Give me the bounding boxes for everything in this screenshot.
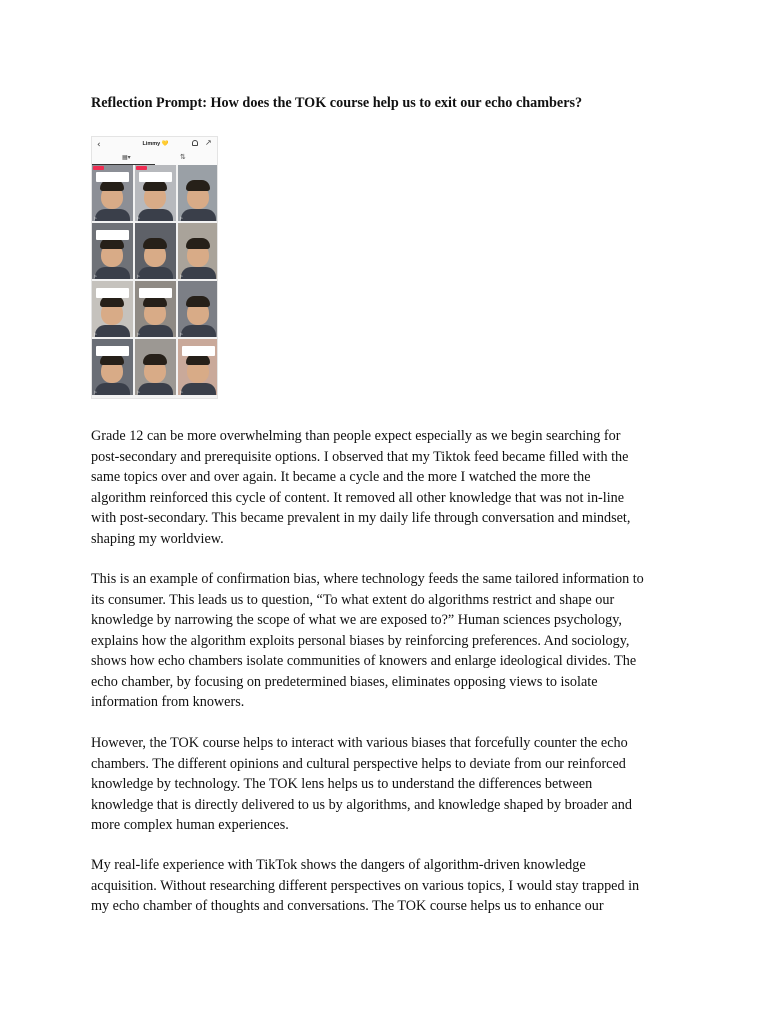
screenshot-header [92, 137, 218, 165]
paragraph-line: knowledge by narrowing the scope of what we are exposed to?” Human sciences psychology, [91, 612, 622, 628]
paragraph-line: My real-life experience with TikTok shows the dangers of algorithm-driven knowledge [91, 857, 586, 873]
paragraph-line: with post-secondary. This became prevalent in my daily life through conversation and mindset, [91, 510, 631, 526]
video-thumbnail: ▷ [92, 223, 133, 279]
paragraph-line: echo chamber, by focusing on predetermined biases, eliminates opposing views to isolate [91, 673, 598, 690]
video-thumbnail: ▷ [135, 339, 176, 395]
video-thumbnail: ▷ [178, 281, 218, 337]
back-icon: ‹ [97, 140, 101, 150]
grid-icon: ▦▾ [122, 154, 131, 161]
repost-icon: ⇅ [180, 153, 186, 161]
paragraph-line: This is an example of confirmation bias, where technology feeds the same tailored information to [91, 571, 644, 587]
profile-name: Limmy 💛 [142, 141, 169, 147]
paragraph-line: However, the TOK course helps to interact with various biases that forcefully counter the echo [91, 735, 628, 751]
bell-icon [192, 140, 198, 146]
paragraph-line: more complex human experiences. [91, 817, 289, 833]
essay-paragraph [91, 426, 691, 549]
video-thumbnail: ▷ [92, 281, 133, 337]
paragraph-line: knowledge that is directly delivered to us by algorithms, and knowledge shaped by broader and [91, 796, 632, 813]
tiktok-profile-screenshot [91, 136, 218, 399]
paragraph-line: same topics over and over again. It became a cycle and the more I watched the more the [91, 469, 591, 485]
video-thumbnail: ▷ [178, 223, 218, 279]
video-thumbnail: ▷ [92, 165, 133, 221]
share-icon: ↗ [205, 138, 212, 147]
paragraph-line: explains how the algorithm exploits personal biases by reinforcing preferences. And sociology, [91, 632, 630, 649]
paragraph-line: shows how echo chambers isolate communities of knowers and enlarge ideological divides. The [91, 653, 637, 669]
video-thumbnail: ▷ [178, 165, 218, 221]
video-thumbnail: ▷ [135, 165, 176, 221]
paragraph-line: post-secondary and prerequisite options. I observed that my Tiktok feed became filled with the [91, 448, 629, 465]
essay-paragraph [91, 855, 691, 917]
paragraph-line: information from knowers. [91, 694, 245, 710]
essay-paragraph [91, 733, 691, 836]
paragraph-line: my echo chamber of thoughts and conversations. The TOK course helps us to enhance our [91, 898, 604, 914]
paragraph-line: acquisition. Without researching different perspectives on various topics, I would stay trapped in [91, 877, 640, 894]
paragraph-line: algorithm reinforced this cycle of content. It removed all other knowledge that was not in-line [91, 489, 625, 506]
paragraph-line: chambers. The different opinions and cultural perspective helps to deviate from our reinforced [91, 755, 626, 772]
video-thumbnail: ▷ [92, 339, 133, 395]
video-thumbnail: ▷ [178, 339, 218, 395]
paragraph-line: knowledge by technology. The TOK lens helps us to understand the differences between [91, 776, 593, 792]
paragraph-line: shaping my worldview. [91, 530, 224, 547]
video-thumbnail: ▷ [135, 281, 176, 337]
paragraph-line: its consumer. This leads us to question, “To what extent do algorithms restrict and shape our [91, 591, 615, 608]
video-thumbnail: ▷ [135, 223, 176, 279]
essay-paragraph [91, 569, 691, 713]
reflection-prompt-title: Reflection Prompt: How does the TOK course help us to exit our echo chambers? [91, 95, 583, 111]
paragraph-line: Grade 12 can be more overwhelming than people expect especially as we begin searching for [91, 428, 621, 444]
